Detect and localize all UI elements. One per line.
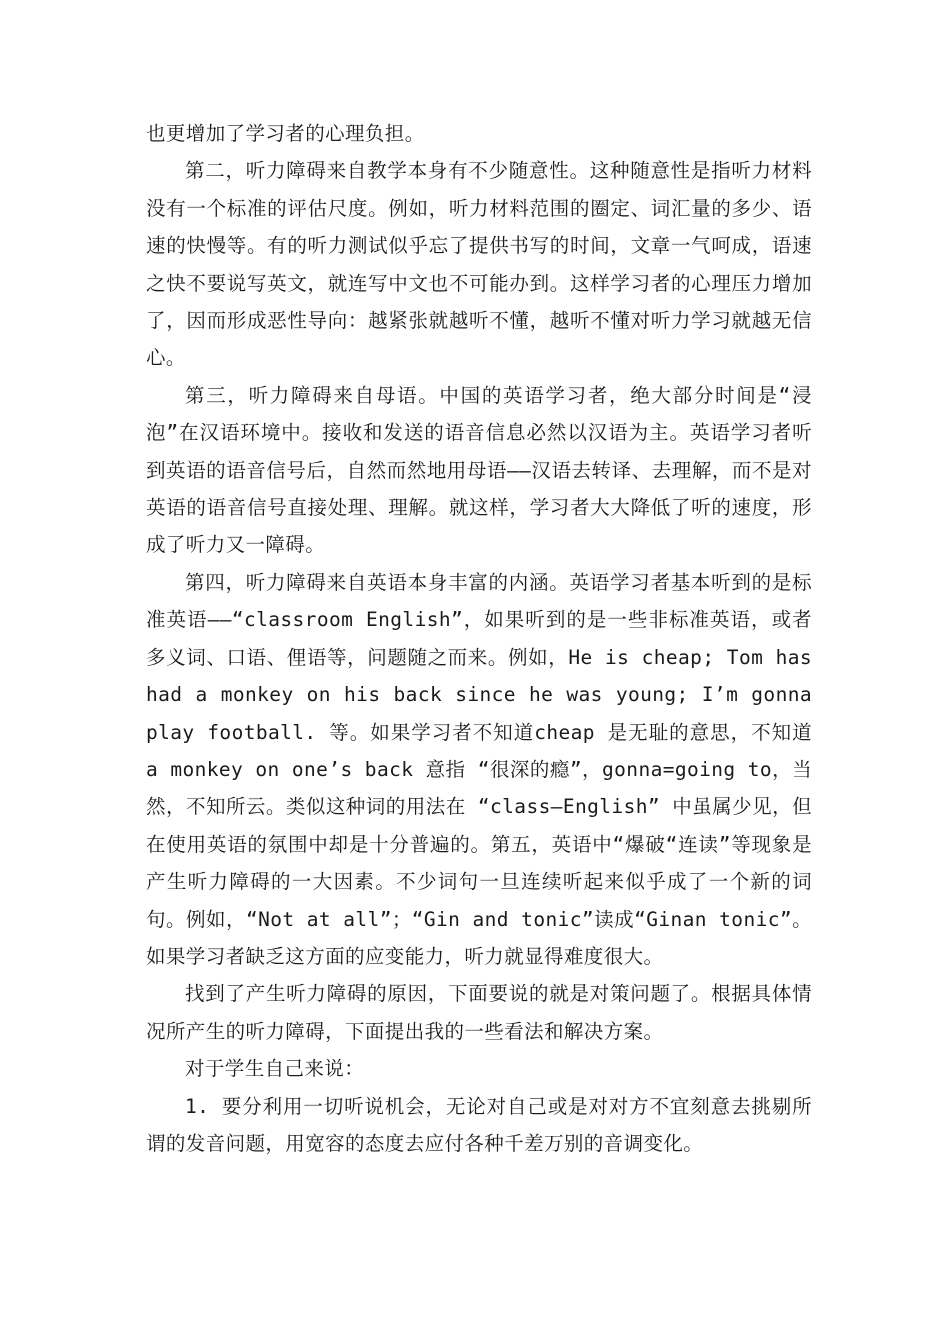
paragraph-second-point: 第二，听力障碍来自教学本身有不少随意性。这种随意性是指听力材料没有一个标准的评估尺度。例如，听力材料范围的圈定、词汇量的多少、语速的快慢等。有的听力测试似乎忘了提供书写的时间，文章一气呵成，语速之快不要说写英文，就连写中文也不可能办到。这样学习者的心理压力增加了，因而形成恶性导向：越紧张就越听不懂，越听不懂对听力学习就越无信心。 bbox=[146, 159, 812, 370]
paragraph-countermeasures-intro: 找到了产生听力障碍的原因，下面要说的就是对策问题了。根据具体情况所产生的听力障碍，下面提出我的一些看法和解决方案。 bbox=[146, 982, 812, 1043]
paragraph-students-heading: 对于学生自己来说： bbox=[185, 1057, 365, 1081]
document-body bbox=[146, 115, 812, 1162]
paragraph-list-item-1: 1. 要分利用一切听说机会，无论对自己或是对对方不宜刻意去挑剔所谓的发音问题，用宽容的态度去应付各种千差万别的音调变化。 bbox=[146, 1094, 812, 1155]
paragraph-third-point: 第三，听力障碍来自母语。中国的英语学习者，绝大部分时间是“浸泡”在汉语环境中。接收和发送的语音信息必然以汉语为主。英语学习者听到英语的语音信号后，自然而然地用母语——汉语去转译、去理解，而不是对英语的语音信号直接处理、理解。就这样，学习者大大降低了听的速度，形成了听力又一障碍。 bbox=[146, 383, 812, 557]
paragraph-continuation: 也更增加了学习者的心理负担。 bbox=[146, 122, 425, 145]
paragraph-fourth-fifth-point: 第四，听力障碍来自英语本身丰富的内涵。英语学习者基本听到的是标准英语——“classroom English”，如果听到的是一些非标准英语，或者多义词、口语、俚语等，问题随之而来。例如，He is cheap; Tom has had a monkey on his back since he was young; I’m gonna play football. 等。如果学习者不知道cheap 是无耻的意思，不知道 a monkey on one’s back 意指 “很深的瘾”，gonna=going to，当然，不知所云。类似这种词的用法在 “class—English” 中虽属少见，但在使用英语的氛围中却是十分普遍的。第五，英语中“爆破“连读”等现象是产生听力障碍的一大因素。不少词句一旦连续听起来似乎成了一个新的词句。例如，“Not at all”；“Gin and tonic”读成“Ginan tonic”。如果学习者缺乏这方面的应变能力，听力就显得难度很大。 bbox=[146, 570, 812, 968]
